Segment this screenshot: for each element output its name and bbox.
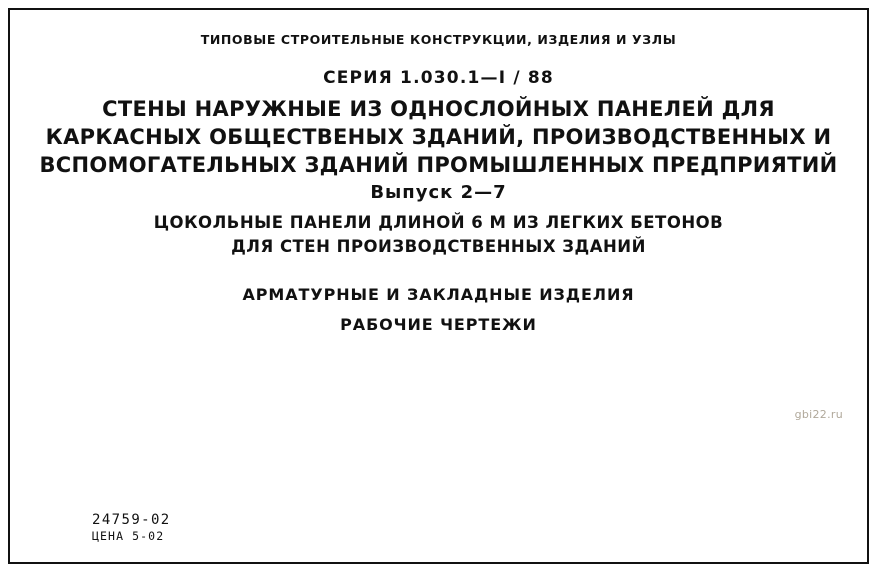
document-sections (0, 280, 877, 341)
series-number: СЕРИЯ 1.030.1—I / 88 (323, 68, 554, 88)
document-title (0, 96, 877, 180)
stamp-price: ЦЕНА 5-02 (92, 529, 165, 543)
document-stamp (92, 512, 171, 543)
subtitle-line-1: ЦОКОЛЬНЫЕ ПАНЕЛИ ДЛИНОЙ 6 М ИЗ ЛЕГКИХ БЕТОНОВ (153, 213, 724, 232)
stamp-code: 24759-02 (92, 512, 171, 528)
section-line-1: АРМАТУРНЫЕ И ЗАКЛАДНЫЕ ИЗДЕЛИЯ (242, 285, 635, 304)
document-subtitle (0, 211, 877, 260)
title-line-1: СТЕНЫ НАРУЖНЫЕ ИЗ ОДНОСЛОЙНЫХ ПАНЕЛЕЙ ДЛЯ (102, 97, 775, 121)
title-line-3: ВСПОМОГАТЕЛЬНЫХ ЗДАНИЙ ПРОМЫШЛЕННЫХ ПРЕДПРИЯТИЙ (39, 152, 838, 177)
title-line-2: КАРКАСНЫХ ОБЩЕСТВЕНЫХ ЗДАНИЙ, ПРОИЗВОДСТВЕННЫХ И (45, 124, 832, 149)
issue-number: Выпуск 2—7 (370, 182, 507, 203)
document-kicker: ТИПОВЫЕ СТРОИТЕЛЬНЫЕ КОНСТРУКЦИИ, ИЗДЕЛИЯ И УЗЛЫ (200, 32, 677, 47)
subtitle-line-2: ДЛЯ СТЕН ПРОИЗВОДСТВЕННЫХ ЗДАНИЙ (231, 237, 646, 257)
watermark-text: gbi22.ru (794, 408, 843, 421)
section-line-2: РАБОЧИЕ ЧЕРТЕЖИ (340, 315, 537, 335)
